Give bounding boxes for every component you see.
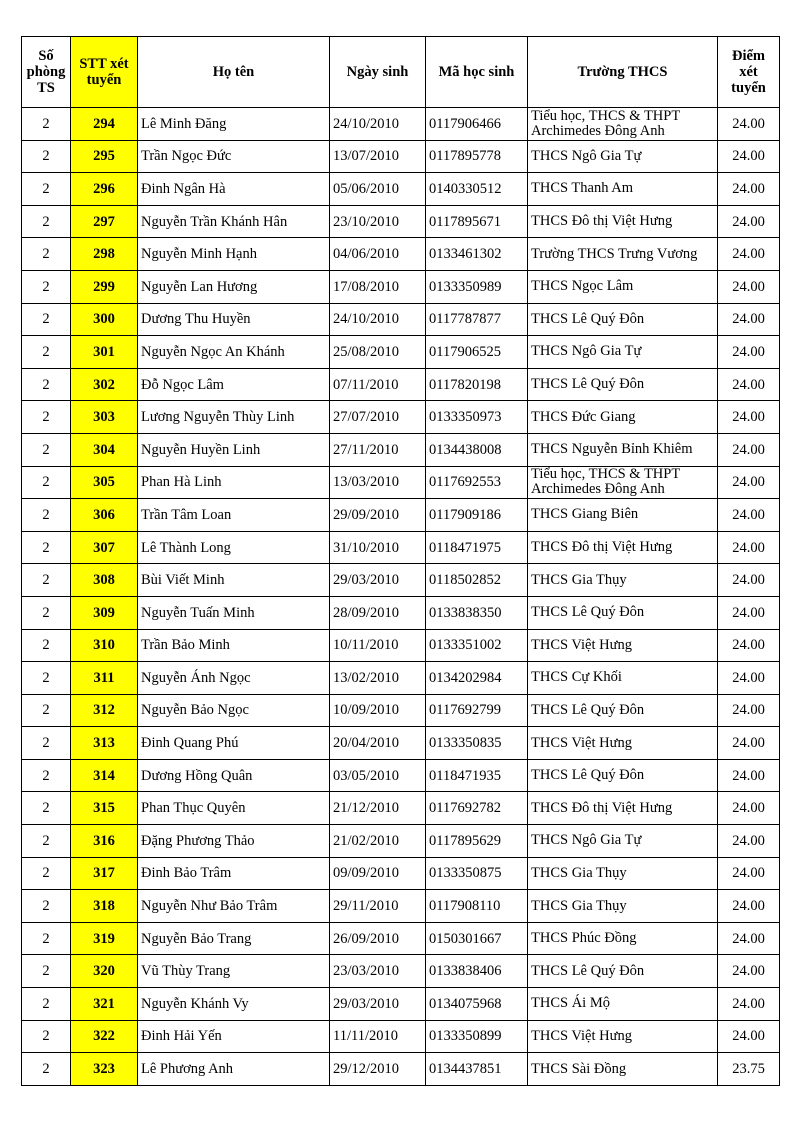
header-room: Số phòng TS bbox=[22, 37, 71, 108]
table-row bbox=[22, 499, 780, 532]
student-code-cell: 0150301667 bbox=[426, 922, 528, 955]
dob-cell: 24/10/2010 bbox=[330, 303, 426, 336]
score-cell: 24.00 bbox=[718, 336, 780, 369]
stt-cell: 308 bbox=[71, 564, 138, 597]
name-cell: Nguyễn Bảo Trang bbox=[138, 922, 330, 955]
table-row bbox=[22, 857, 780, 890]
name-cell: Lê Phương Anh bbox=[138, 1053, 330, 1086]
student-code-cell: 0117906466 bbox=[426, 108, 528, 141]
table-row bbox=[22, 1053, 780, 1086]
stt-cell: 309 bbox=[71, 596, 138, 629]
student-code-cell: 0117909186 bbox=[426, 499, 528, 532]
dob-cell: 23/03/2010 bbox=[330, 955, 426, 988]
name-cell: Đỗ Ngọc Lâm bbox=[138, 368, 330, 401]
dob-cell: 03/05/2010 bbox=[330, 759, 426, 792]
name-cell: Trần Bảo Minh bbox=[138, 629, 330, 662]
school-cell: THCS Việt Hưng bbox=[528, 1020, 718, 1053]
name-cell: Đinh Ngân Hà bbox=[138, 173, 330, 206]
dob-cell: 27/11/2010 bbox=[330, 433, 426, 466]
room-cell: 2 bbox=[22, 433, 71, 466]
name-cell: Phan Thục Quyên bbox=[138, 792, 330, 825]
table-row bbox=[22, 629, 780, 662]
table-row bbox=[22, 564, 780, 597]
name-cell: Trần Tâm Loan bbox=[138, 499, 330, 532]
table-row bbox=[22, 238, 780, 271]
school-cell: THCS Đức Giang bbox=[528, 401, 718, 434]
score-cell: 23.75 bbox=[718, 1053, 780, 1086]
room-cell: 2 bbox=[22, 1053, 71, 1086]
header-row bbox=[22, 37, 780, 108]
room-cell: 2 bbox=[22, 857, 71, 890]
stt-cell: 311 bbox=[71, 662, 138, 695]
table-row bbox=[22, 433, 780, 466]
school-cell: THCS Ngô Gia Tự bbox=[528, 825, 718, 858]
school-cell: THCS Ngọc Lâm bbox=[528, 270, 718, 303]
score-cell: 24.00 bbox=[718, 466, 780, 499]
stt-cell: 322 bbox=[71, 1020, 138, 1053]
score-cell: 24.00 bbox=[718, 629, 780, 662]
table-row bbox=[22, 336, 780, 369]
school-cell: THCS Lê Quý Đôn bbox=[528, 303, 718, 336]
dob-cell: 13/02/2010 bbox=[330, 662, 426, 695]
score-cell: 24.00 bbox=[718, 596, 780, 629]
school-cell: THCS Phúc Đồng bbox=[528, 922, 718, 955]
table-row bbox=[22, 140, 780, 173]
student-code-cell: 0117787877 bbox=[426, 303, 528, 336]
stt-cell: 321 bbox=[71, 988, 138, 1021]
stt-cell: 307 bbox=[71, 531, 138, 564]
room-cell: 2 bbox=[22, 368, 71, 401]
student-code-cell: 0117908110 bbox=[426, 890, 528, 923]
student-code-cell: 0118471975 bbox=[426, 531, 528, 564]
name-cell: Đặng Phương Thảo bbox=[138, 825, 330, 858]
score-cell: 24.00 bbox=[718, 955, 780, 988]
header-name: Họ tên bbox=[138, 37, 330, 108]
school-cell: THCS Nguyễn Bỉnh Khiêm bbox=[528, 433, 718, 466]
table-row bbox=[22, 205, 780, 238]
school-cell: THCS Lê Quý Đôn bbox=[528, 759, 718, 792]
table-row bbox=[22, 173, 780, 206]
stt-cell: 299 bbox=[71, 270, 138, 303]
score-cell: 24.00 bbox=[718, 270, 780, 303]
stt-cell: 315 bbox=[71, 792, 138, 825]
table-row bbox=[22, 662, 780, 695]
header-score: Điểm xét tuyển bbox=[718, 37, 780, 108]
student-code-cell: 0133461302 bbox=[426, 238, 528, 271]
room-cell: 2 bbox=[22, 499, 71, 532]
stt-cell: 323 bbox=[71, 1053, 138, 1086]
table-header bbox=[22, 37, 780, 108]
student-code-cell: 0134202984 bbox=[426, 662, 528, 695]
name-cell: Đinh Hải Yến bbox=[138, 1020, 330, 1053]
dob-cell: 09/09/2010 bbox=[330, 857, 426, 890]
room-cell: 2 bbox=[22, 792, 71, 825]
stt-cell: 312 bbox=[71, 694, 138, 727]
name-cell: Nguyễn Bảo Ngọc bbox=[138, 694, 330, 727]
table-row bbox=[22, 922, 780, 955]
student-code-cell: 0117895778 bbox=[426, 140, 528, 173]
table-row bbox=[22, 531, 780, 564]
dob-cell: 10/11/2010 bbox=[330, 629, 426, 662]
stt-cell: 317 bbox=[71, 857, 138, 890]
room-cell: 2 bbox=[22, 564, 71, 597]
score-cell: 24.00 bbox=[718, 238, 780, 271]
table-row bbox=[22, 988, 780, 1021]
score-cell: 24.00 bbox=[718, 759, 780, 792]
school-cell: THCS Sài Đồng bbox=[528, 1053, 718, 1086]
score-cell: 24.00 bbox=[718, 857, 780, 890]
score-cell: 24.00 bbox=[718, 499, 780, 532]
stt-cell: 294 bbox=[71, 108, 138, 141]
name-cell: Nguyễn Trần Khánh Hân bbox=[138, 205, 330, 238]
score-cell: 24.00 bbox=[718, 564, 780, 597]
room-cell: 2 bbox=[22, 401, 71, 434]
room-cell: 2 bbox=[22, 825, 71, 858]
dob-cell: 31/10/2010 bbox=[330, 531, 426, 564]
school-cell: THCS Thanh Am bbox=[528, 173, 718, 206]
student-code-cell: 0117895671 bbox=[426, 205, 528, 238]
name-cell: Trần Ngọc Đức bbox=[138, 140, 330, 173]
table-row bbox=[22, 368, 780, 401]
school-cell: THCS Đô thị Việt Hưng bbox=[528, 205, 718, 238]
score-cell: 24.00 bbox=[718, 825, 780, 858]
stt-cell: 295 bbox=[71, 140, 138, 173]
room-cell: 2 bbox=[22, 922, 71, 955]
room-cell: 2 bbox=[22, 596, 71, 629]
score-cell: 24.00 bbox=[718, 303, 780, 336]
room-cell: 2 bbox=[22, 727, 71, 760]
dob-cell: 23/10/2010 bbox=[330, 205, 426, 238]
stt-cell: 304 bbox=[71, 433, 138, 466]
room-cell: 2 bbox=[22, 173, 71, 206]
name-cell: Dương Hồng Quân bbox=[138, 759, 330, 792]
room-cell: 2 bbox=[22, 662, 71, 695]
table-row bbox=[22, 890, 780, 923]
table-row bbox=[22, 759, 780, 792]
room-cell: 2 bbox=[22, 466, 71, 499]
name-cell: Nguyễn Lan Hương bbox=[138, 270, 330, 303]
dob-cell: 29/03/2010 bbox=[330, 988, 426, 1021]
admission-table bbox=[21, 36, 780, 1086]
student-code-cell: 0117906525 bbox=[426, 336, 528, 369]
name-cell: Nguyễn Ánh Ngọc bbox=[138, 662, 330, 695]
table-row bbox=[22, 825, 780, 858]
stt-cell: 306 bbox=[71, 499, 138, 532]
school-cell: Tiểu học, THCS & THPT Archimedes Đông Anh bbox=[528, 466, 718, 499]
stt-cell: 303 bbox=[71, 401, 138, 434]
dob-cell: 17/08/2010 bbox=[330, 270, 426, 303]
school-cell: THCS Gia Thụy bbox=[528, 890, 718, 923]
score-cell: 24.00 bbox=[718, 108, 780, 141]
name-cell: Phan Hà Linh bbox=[138, 466, 330, 499]
name-cell: Nguyễn Như Bảo Trâm bbox=[138, 890, 330, 923]
student-code-cell: 0133350835 bbox=[426, 727, 528, 760]
score-cell: 24.00 bbox=[718, 433, 780, 466]
dob-cell: 29/12/2010 bbox=[330, 1053, 426, 1086]
header-school: Trường THCS bbox=[528, 37, 718, 108]
table-row bbox=[22, 727, 780, 760]
room-cell: 2 bbox=[22, 890, 71, 923]
student-code-cell: 0134437851 bbox=[426, 1053, 528, 1086]
dob-cell: 11/11/2010 bbox=[330, 1020, 426, 1053]
school-cell: THCS Lê Quý Đôn bbox=[528, 694, 718, 727]
student-code-cell: 0133350989 bbox=[426, 270, 528, 303]
score-cell: 24.00 bbox=[718, 531, 780, 564]
student-code-cell: 0133838350 bbox=[426, 596, 528, 629]
student-code-cell: 0133838406 bbox=[426, 955, 528, 988]
score-cell: 24.00 bbox=[718, 662, 780, 695]
student-code-cell: 0118502852 bbox=[426, 564, 528, 597]
name-cell: Nguyễn Tuấn Minh bbox=[138, 596, 330, 629]
school-cell: Trường THCS Trưng Vương bbox=[528, 238, 718, 271]
dob-cell: 10/09/2010 bbox=[330, 694, 426, 727]
stt-cell: 313 bbox=[71, 727, 138, 760]
stt-cell: 305 bbox=[71, 466, 138, 499]
student-code-cell: 0133350899 bbox=[426, 1020, 528, 1053]
table-row bbox=[22, 303, 780, 336]
dob-cell: 29/11/2010 bbox=[330, 890, 426, 923]
dob-cell: 13/07/2010 bbox=[330, 140, 426, 173]
name-cell: Dương Thu Huyền bbox=[138, 303, 330, 336]
student-code-cell: 0117895629 bbox=[426, 825, 528, 858]
score-cell: 24.00 bbox=[718, 922, 780, 955]
school-cell: THCS Gia Thụy bbox=[528, 564, 718, 597]
student-code-cell: 0117692799 bbox=[426, 694, 528, 727]
stt-cell: 319 bbox=[71, 922, 138, 955]
name-cell: Lương Nguyễn Thùy Linh bbox=[138, 401, 330, 434]
stt-cell: 301 bbox=[71, 336, 138, 369]
room-cell: 2 bbox=[22, 759, 71, 792]
school-cell: THCS Ngô Gia Tự bbox=[528, 140, 718, 173]
stt-cell: 297 bbox=[71, 205, 138, 238]
school-cell: THCS Lê Quý Đôn bbox=[528, 596, 718, 629]
stt-cell: 302 bbox=[71, 368, 138, 401]
dob-cell: 25/08/2010 bbox=[330, 336, 426, 369]
dob-cell: 29/09/2010 bbox=[330, 499, 426, 532]
stt-cell: 296 bbox=[71, 173, 138, 206]
student-code-cell: 0134075968 bbox=[426, 988, 528, 1021]
header-stt: STT xét tuyển bbox=[71, 37, 138, 108]
school-cell: THCS Việt Hưng bbox=[528, 727, 718, 760]
dob-cell: 05/06/2010 bbox=[330, 173, 426, 206]
student-code-cell: 0133350875 bbox=[426, 857, 528, 890]
name-cell: Nguyễn Khánh Vy bbox=[138, 988, 330, 1021]
score-cell: 24.00 bbox=[718, 792, 780, 825]
table-row bbox=[22, 694, 780, 727]
name-cell: Nguyễn Minh Hạnh bbox=[138, 238, 330, 271]
name-cell: Vũ Thùy Trang bbox=[138, 955, 330, 988]
room-cell: 2 bbox=[22, 988, 71, 1021]
school-cell: THCS Đô thị Việt Hưng bbox=[528, 792, 718, 825]
table-row bbox=[22, 596, 780, 629]
room-cell: 2 bbox=[22, 303, 71, 336]
dob-cell: 21/12/2010 bbox=[330, 792, 426, 825]
score-cell: 24.00 bbox=[718, 890, 780, 923]
room-cell: 2 bbox=[22, 108, 71, 141]
name-cell: Nguyễn Huyền Linh bbox=[138, 433, 330, 466]
room-cell: 2 bbox=[22, 270, 71, 303]
student-code-cell: 0133350973 bbox=[426, 401, 528, 434]
room-cell: 2 bbox=[22, 531, 71, 564]
school-cell: THCS Đô thị Việt Hưng bbox=[528, 531, 718, 564]
table-row bbox=[22, 108, 780, 141]
stt-cell: 310 bbox=[71, 629, 138, 662]
stt-cell: 316 bbox=[71, 825, 138, 858]
dob-cell: 21/02/2010 bbox=[330, 825, 426, 858]
school-cell: THCS Ái Mộ bbox=[528, 988, 718, 1021]
stt-cell: 320 bbox=[71, 955, 138, 988]
room-cell: 2 bbox=[22, 238, 71, 271]
name-cell: Bùi Viết Minh bbox=[138, 564, 330, 597]
stt-cell: 298 bbox=[71, 238, 138, 271]
student-code-cell: 0117692782 bbox=[426, 792, 528, 825]
stt-cell: 314 bbox=[71, 759, 138, 792]
stt-cell: 300 bbox=[71, 303, 138, 336]
name-cell: Đinh Quang Phú bbox=[138, 727, 330, 760]
student-code-cell: 0118471935 bbox=[426, 759, 528, 792]
table-row bbox=[22, 401, 780, 434]
dob-cell: 07/11/2010 bbox=[330, 368, 426, 401]
dob-cell: 24/10/2010 bbox=[330, 108, 426, 141]
room-cell: 2 bbox=[22, 955, 71, 988]
score-cell: 24.00 bbox=[718, 173, 780, 206]
dob-cell: 20/04/2010 bbox=[330, 727, 426, 760]
score-cell: 24.00 bbox=[718, 727, 780, 760]
dob-cell: 27/07/2010 bbox=[330, 401, 426, 434]
student-code-cell: 0140330512 bbox=[426, 173, 528, 206]
table-body bbox=[22, 108, 780, 1086]
school-cell: THCS Việt Hưng bbox=[528, 629, 718, 662]
school-cell: THCS Giang Biên bbox=[528, 499, 718, 532]
school-cell: THCS Cự Khối bbox=[528, 662, 718, 695]
table-row bbox=[22, 270, 780, 303]
school-cell: THCS Ngô Gia Tự bbox=[528, 336, 718, 369]
table-row bbox=[22, 1020, 780, 1053]
student-code-cell: 0117820198 bbox=[426, 368, 528, 401]
score-cell: 24.00 bbox=[718, 140, 780, 173]
student-code-cell: 0117692553 bbox=[426, 466, 528, 499]
room-cell: 2 bbox=[22, 1020, 71, 1053]
name-cell: Lê Minh Đăng bbox=[138, 108, 330, 141]
name-cell: Lê Thành Long bbox=[138, 531, 330, 564]
score-cell: 24.00 bbox=[718, 988, 780, 1021]
room-cell: 2 bbox=[22, 336, 71, 369]
room-cell: 2 bbox=[22, 140, 71, 173]
school-cell: THCS Lê Quý Đôn bbox=[528, 368, 718, 401]
score-cell: 24.00 bbox=[718, 205, 780, 238]
room-cell: 2 bbox=[22, 629, 71, 662]
dob-cell: 04/06/2010 bbox=[330, 238, 426, 271]
school-cell: THCS Gia Thụy bbox=[528, 857, 718, 890]
school-cell: THCS Lê Quý Đôn bbox=[528, 955, 718, 988]
room-cell: 2 bbox=[22, 205, 71, 238]
score-cell: 24.00 bbox=[718, 1020, 780, 1053]
table-row bbox=[22, 955, 780, 988]
dob-cell: 28/09/2010 bbox=[330, 596, 426, 629]
score-cell: 24.00 bbox=[718, 368, 780, 401]
dob-cell: 13/03/2010 bbox=[330, 466, 426, 499]
name-cell: Đinh Bảo Trâm bbox=[138, 857, 330, 890]
table-row bbox=[22, 466, 780, 499]
score-cell: 24.00 bbox=[718, 694, 780, 727]
score-cell: 24.00 bbox=[718, 401, 780, 434]
student-code-cell: 0133351002 bbox=[426, 629, 528, 662]
table-row bbox=[22, 792, 780, 825]
dob-cell: 29/03/2010 bbox=[330, 564, 426, 597]
student-code-cell: 0134438008 bbox=[426, 433, 528, 466]
header-student-code: Mã học sinh bbox=[426, 37, 528, 108]
stt-cell: 318 bbox=[71, 890, 138, 923]
name-cell: Nguyễn Ngọc An Khánh bbox=[138, 336, 330, 369]
header-dob: Ngày sinh bbox=[330, 37, 426, 108]
room-cell: 2 bbox=[22, 694, 71, 727]
school-cell: Tiểu học, THCS & THPT Archimedes Đông Anh bbox=[528, 108, 718, 141]
dob-cell: 26/09/2010 bbox=[330, 922, 426, 955]
